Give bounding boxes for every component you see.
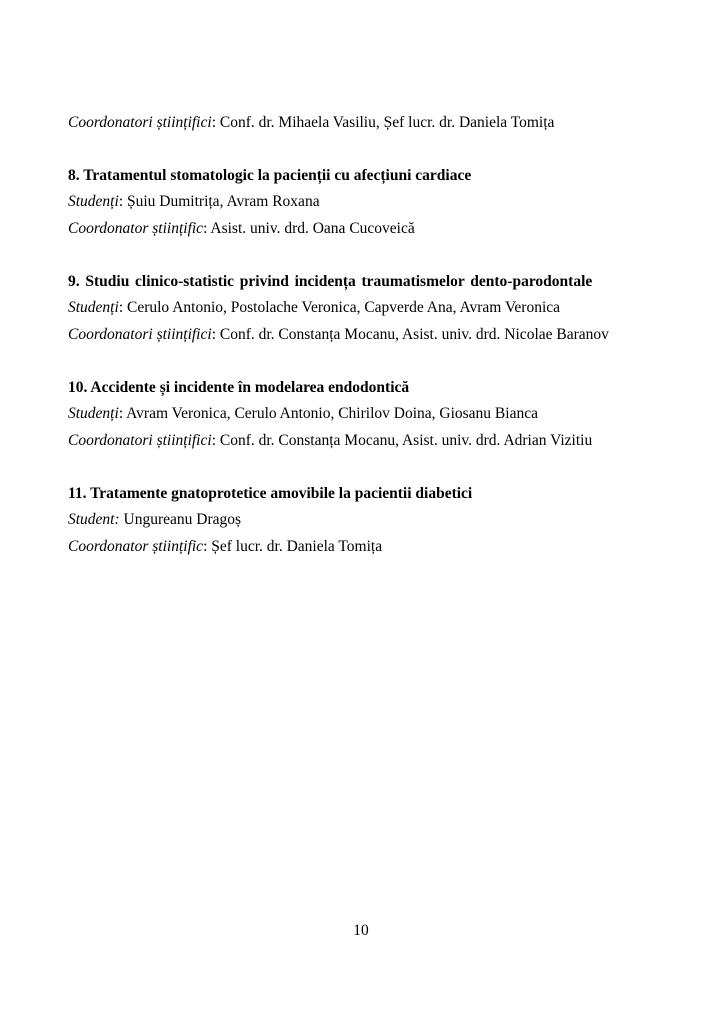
entry-10-coordinators-text: : Conf. dr. Constanța Mocanu, Asist. univ. drd. Adrian Vizitiu [211, 431, 593, 449]
entry-9-coordinators [68, 322, 654, 349]
entry-11-coordinator [68, 534, 654, 561]
entry-9-coordinators-lead: Coordonatori științifici [68, 325, 212, 343]
entry-8-students-text: : Șuiu Dumitrița, Avram Roxana [118, 193, 320, 211]
entry-10-title: 10. Accidente și incidente în modelarea endodontică [68, 378, 410, 396]
entry-11 [68, 481, 654, 561]
entry-8-coordinator [68, 216, 654, 243]
entry-10 [68, 375, 654, 455]
entry-10-students-text: : Avram Veronica, Cerulo Antonio, Chirilov Doina, Giosanu Bianca [118, 405, 538, 423]
entry-10-students-lead: Studenți [68, 405, 119, 423]
entry-11-coordinator-text: : Șef lucr. dr. Daniela Tomița [203, 537, 383, 555]
entry-11-coordinator-lead: Coordonator științific [68, 537, 204, 555]
spacer [68, 137, 654, 163]
entry-9-coordinators-text: : Conf. dr. Constanța Mocanu, Asist. univ. drd. Nicolae Baranov [211, 325, 609, 343]
continuation-text: : Conf. dr. Mihaela Vasiliu, Șef lucr. dr. Daniela Tomița [211, 114, 555, 131]
spacer [68, 349, 654, 375]
entry-11-student-lead: Student: [68, 511, 120, 529]
entry-8-students [68, 189, 654, 216]
entry-8-coordinator-text: : Asist. univ. drd. Oana Cucoveică [203, 219, 415, 237]
entry-11-student [68, 507, 654, 534]
entry-9-students-lead: Studenți [68, 299, 119, 317]
entry-9 [68, 269, 654, 349]
entry-11-title: 11. Tratamente gnatoprotetice amovibile la pacientii diabetici [68, 484, 473, 502]
entry-10-coordinators-lead: Coordonatori științifici [68, 431, 212, 449]
entry-10-students [68, 401, 654, 428]
entry-8-title: 8. Tratamentul stomatologic la pacienții cu afecțiuni cardiace [68, 166, 472, 184]
entry-9-title: 9. Studiu clinico-statistic privind incidența traumatismelor dento-parodontale [68, 272, 593, 290]
entry-10-coordinators [68, 428, 654, 455]
entry-8-coordinator-lead: Coordonator științific [68, 219, 204, 237]
entry-8 [68, 163, 654, 243]
spacer [68, 455, 654, 481]
entry-9-students [68, 295, 654, 322]
entry-9-students-text: : Cerulo Antonio, Postolache Veronica, Capverde Ana, Avram Veronica [118, 299, 561, 317]
continuation-paragraph [68, 110, 654, 137]
entry-8-students-lead: Studenți [68, 193, 119, 211]
entry-11-student-text: Ungureanu Dragoș [119, 511, 242, 529]
spacer [68, 243, 654, 269]
page-number: 10 [353, 922, 369, 939]
continuation-lead: Coordonatori științifici [68, 114, 212, 131]
